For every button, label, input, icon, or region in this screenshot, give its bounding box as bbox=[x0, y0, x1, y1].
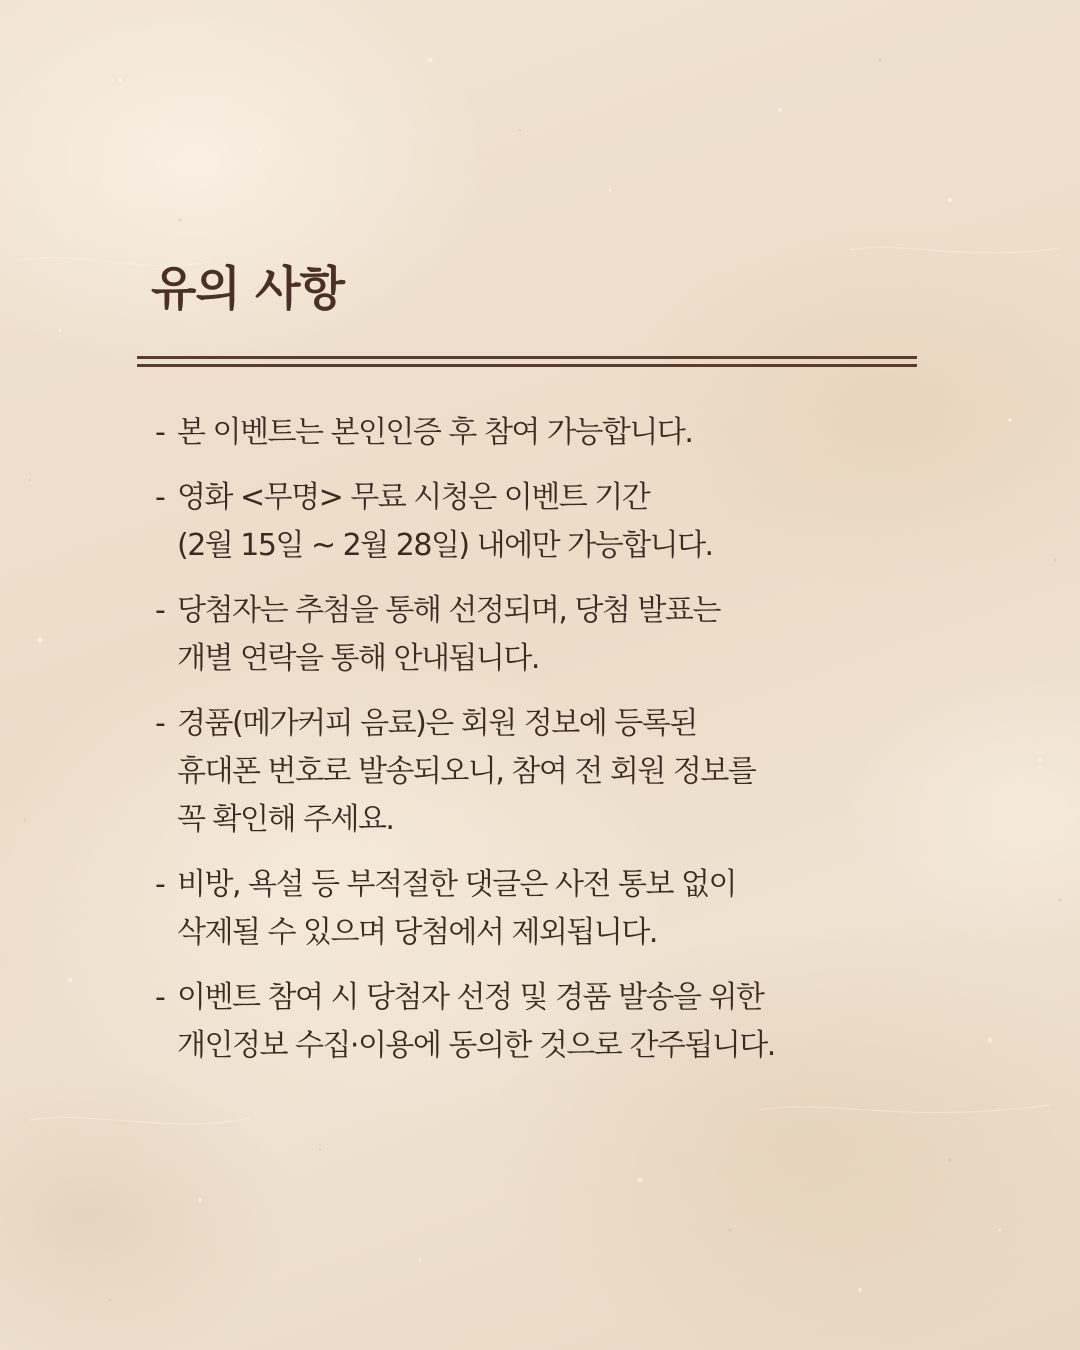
notice-panel bbox=[137, 250, 927, 1087]
bullet-dash: - bbox=[155, 415, 166, 450]
notice-text-line: 휴대폰 번호로 발송되오니, 참여 전 회원 정보를 bbox=[177, 754, 756, 789]
bullet-dash: - bbox=[155, 867, 166, 902]
notice-item bbox=[155, 974, 927, 1070]
divider-line-bottom bbox=[137, 364, 917, 367]
divider-line-top bbox=[137, 356, 917, 359]
notice-item bbox=[155, 587, 927, 683]
notice-text-line: 개별 연락을 통해 안내됩니다. bbox=[177, 641, 539, 676]
notice-text-line: 삭제될 수 있으며 당첨에서 제외됩니다. bbox=[177, 915, 657, 950]
notice-item bbox=[155, 409, 927, 457]
bullet-dash: - bbox=[155, 706, 166, 741]
notice-item bbox=[155, 474, 927, 570]
notice-text-line: (2월 15일 ~ 2월 28일) 내에만 가능합니다. bbox=[177, 528, 713, 563]
page-title: 유의 사항 bbox=[151, 262, 344, 317]
bullet-dash: - bbox=[155, 480, 166, 515]
notice-text-line: 영화 <무명> 무료 시청은 이벤트 기간 bbox=[177, 480, 650, 515]
notice-text-line: 이벤트 참여 시 당첨자 선정 및 경품 발송을 위한 bbox=[177, 980, 764, 1015]
notice-list bbox=[137, 409, 927, 1070]
notice-item bbox=[155, 700, 927, 844]
notice-text-line: 당첨자는 추첨을 통해 선정되며, 당첨 발표는 bbox=[177, 593, 720, 628]
bullet-dash: - bbox=[155, 980, 166, 1015]
notice-text-line: 꼭 확인해 주세요. bbox=[177, 802, 394, 837]
notice-text-line: 개인정보 수집·이용에 동의한 것으로 간주됩니다. bbox=[177, 1028, 775, 1063]
double-divider bbox=[137, 356, 917, 369]
notice-text-line: 본 이벤트는 본인인증 후 참여 가능합니다. bbox=[177, 415, 693, 450]
notice-text-line: 비방, 욕설 등 부적절한 댓글은 사전 통보 없이 bbox=[177, 867, 736, 902]
notice-item bbox=[155, 861, 927, 957]
bullet-dash: - bbox=[155, 593, 166, 628]
notice-text-line: 경품(메가커피 음료)은 회원 정보에 등록된 bbox=[177, 706, 697, 741]
